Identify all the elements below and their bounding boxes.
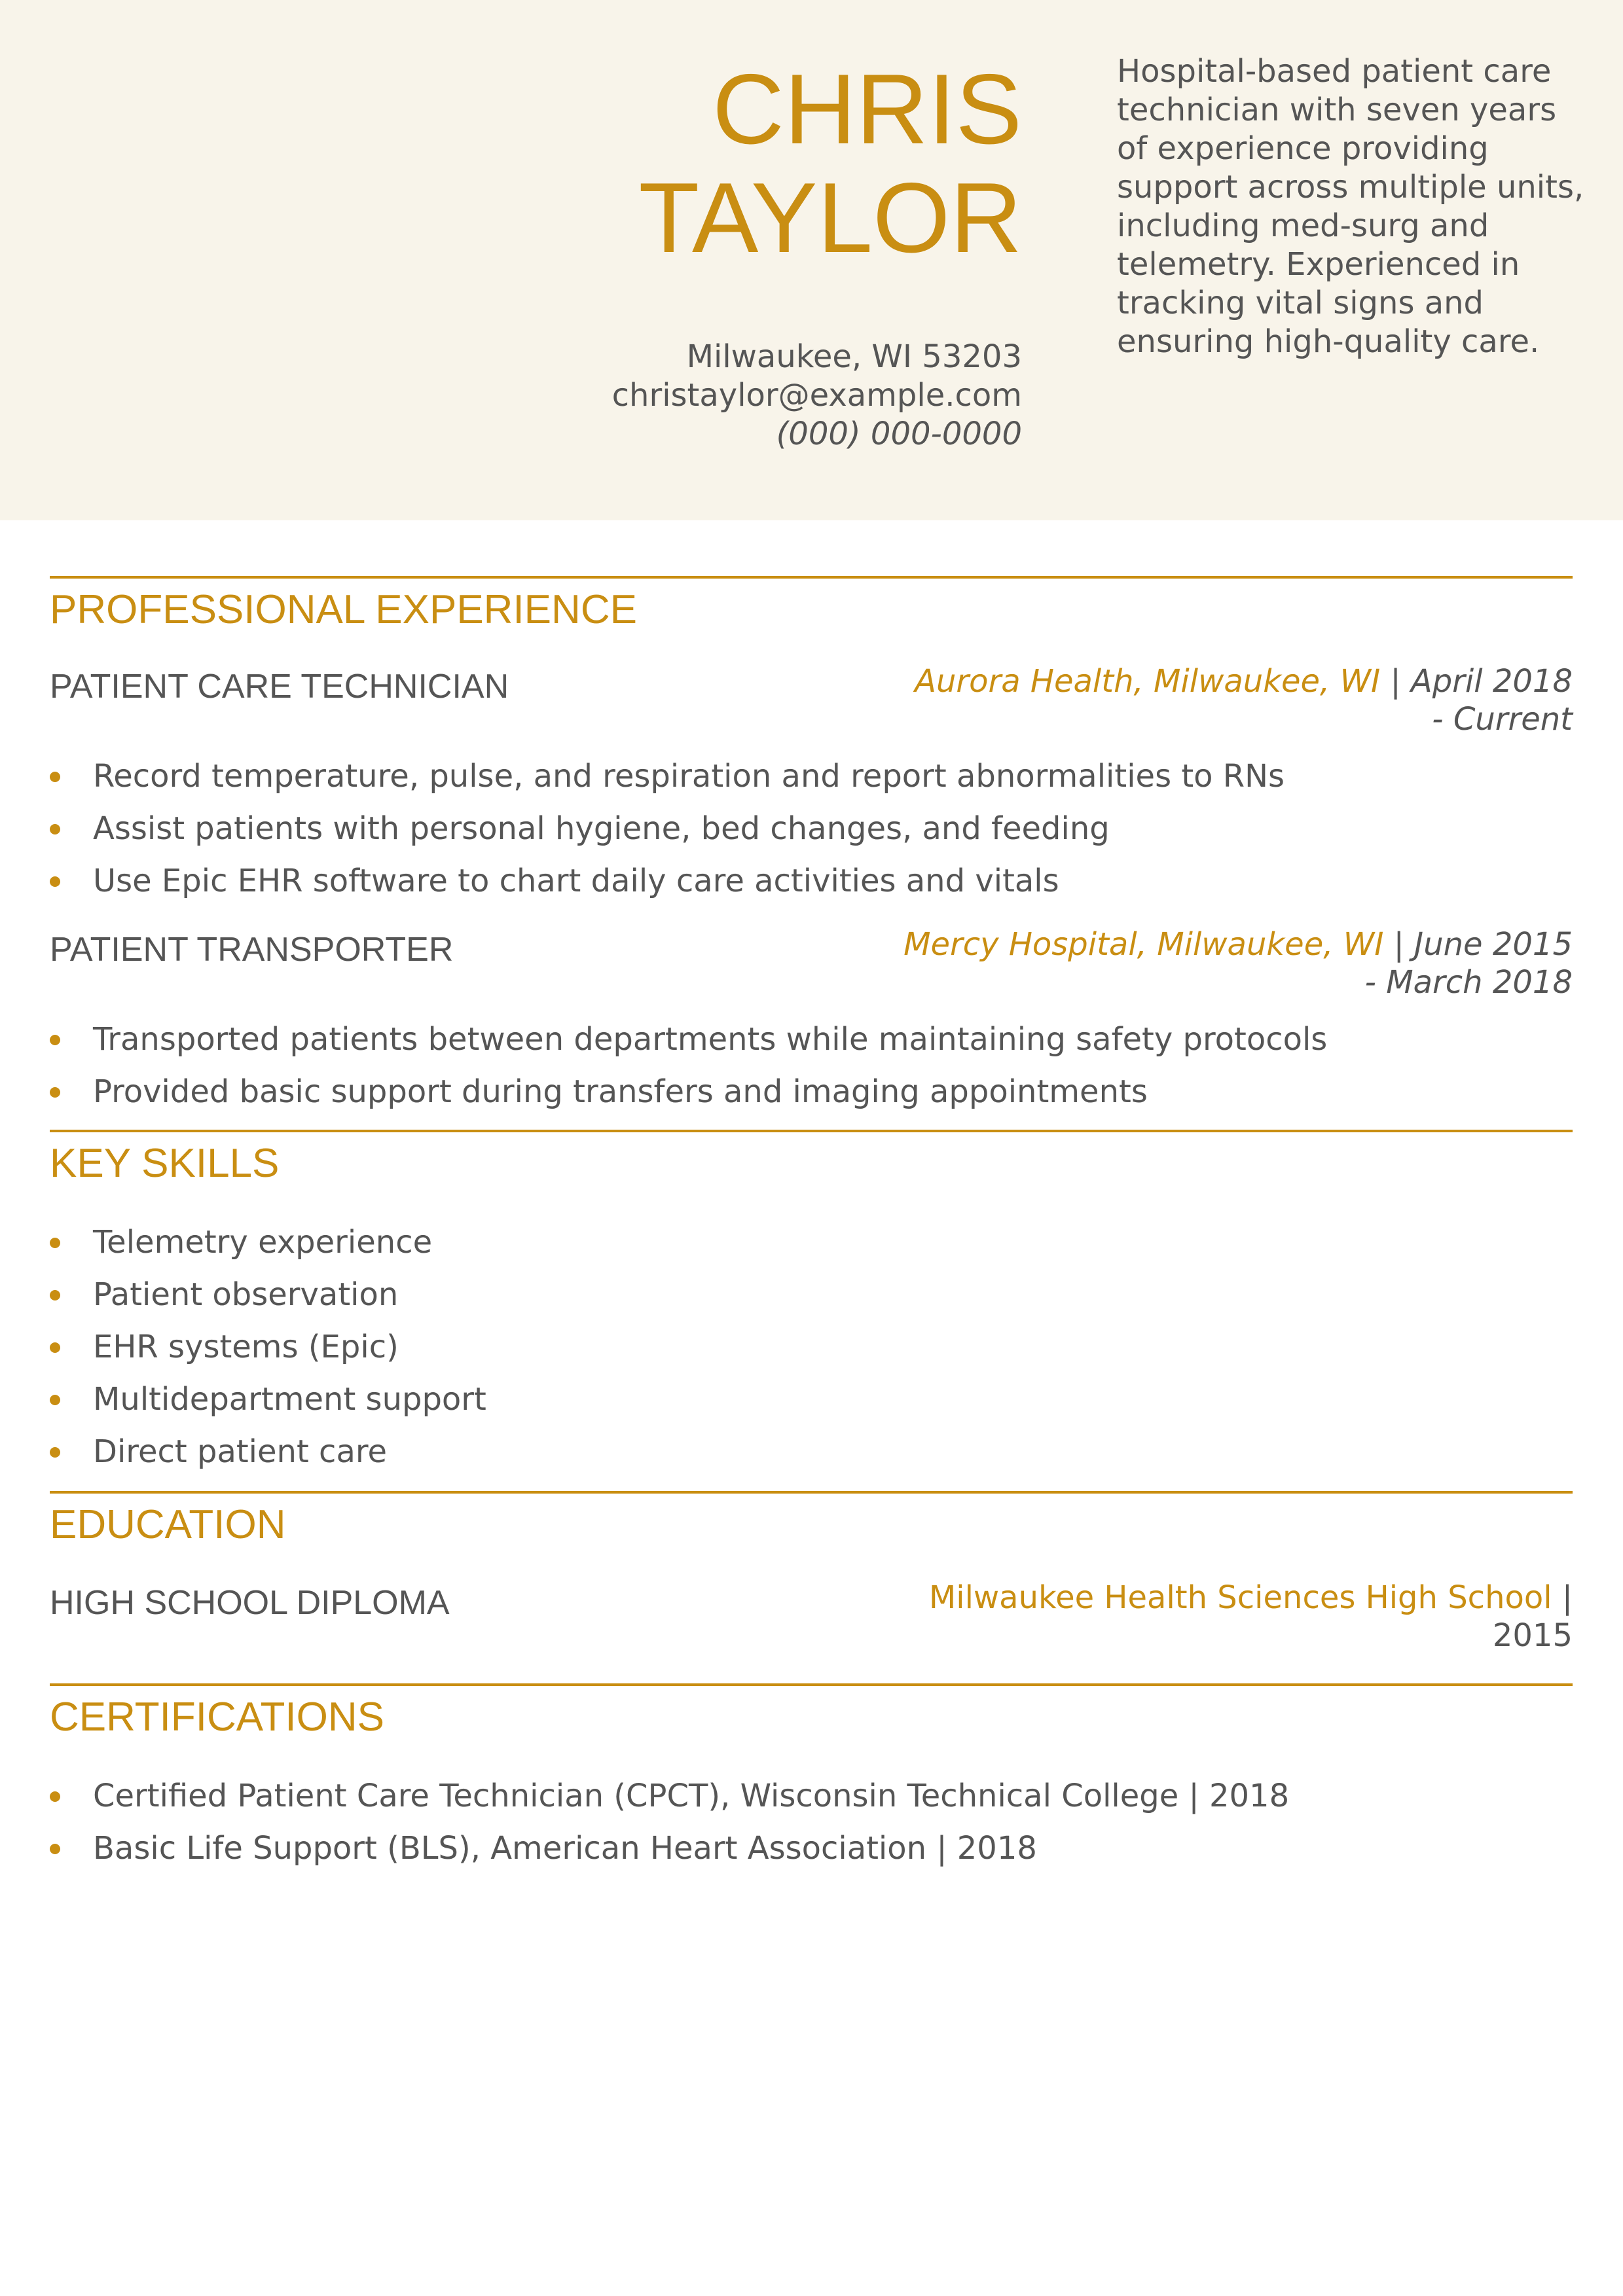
- list-item: Use Epic EHR software to chart daily care activities and vitals: [50, 855, 1285, 907]
- separator: |: [1552, 1579, 1573, 1616]
- list-item: Assist patients with personal hygiene, bed changes, and feeding: [50, 802, 1285, 855]
- section-title-experience: PROFESSIONAL EXPERIENCE: [50, 587, 637, 632]
- school-name: Milwaukee Health Sciences High School: [928, 1579, 1552, 1616]
- section-title-education: EDUCATION: [50, 1502, 286, 1547]
- bullet-dot: [50, 1238, 60, 1248]
- contact-info: [612, 338, 1022, 454]
- list-item: Provided basic support during transfers and imaging appointments: [50, 1066, 1327, 1118]
- first-name: CHRIS: [712, 54, 1022, 165]
- certifications-list: [50, 1770, 1289, 1874]
- job-meta: [915, 662, 1573, 738]
- list-item: EHR systems (Epic): [50, 1321, 486, 1373]
- separator: |: [1383, 926, 1415, 963]
- job-date-end: - Current: [1432, 701, 1573, 738]
- separator: |: [1380, 663, 1411, 700]
- job-role: PATIENT CARE TECHNICIAN: [50, 668, 509, 706]
- bullet-dot: [50, 1087, 60, 1098]
- job-date-start: April 2018: [1410, 663, 1573, 700]
- last-name: TAYLOR: [638, 162, 1022, 274]
- bullet-dot: [50, 1447, 60, 1458]
- resume-header: [0, 0, 1623, 520]
- phone: (000) 000-0000: [776, 416, 1022, 452]
- list-item: Patient observation: [50, 1268, 486, 1321]
- list-item: Multidepartment support: [50, 1373, 486, 1426]
- email: christaylor@example.com: [611, 377, 1022, 414]
- list-item: Basic Life Support (BLS), American Heart Association | 2018: [50, 1822, 1289, 1874]
- skills-list: [50, 1216, 486, 1478]
- job-meta: [903, 925, 1573, 1001]
- bullet-dot: [50, 1035, 60, 1045]
- list-item: Record temperature, pulse, and respiration and report abnormalities to RNs: [50, 750, 1285, 802]
- list-item: Certified Patient Care Technician (CPCT), Wisconsin Technical College | 2018: [50, 1770, 1289, 1822]
- job-role: PATIENT TRANSPORTER: [50, 931, 454, 969]
- bullet-dot: [50, 1844, 60, 1854]
- section-title-certifications: CERTIFICATIONS: [50, 1695, 384, 1740]
- skills-section: [50, 1130, 1573, 1494]
- experience-section: [50, 576, 1573, 1132]
- bullet-dot: [50, 772, 60, 782]
- list-item: Telemetry experience: [50, 1216, 486, 1268]
- education-meta: [929, 1579, 1573, 1655]
- candidate-name: [638, 55, 1022, 272]
- job-organization: Aurora Health, Milwaukee, WI: [915, 663, 1381, 700]
- bullet-dot: [50, 1290, 60, 1300]
- summary: Hospital-based patient care technician with seven years of experience providing support across multiple units, including med-surg and telemetry. Experienced in tracking vital signs and ensuring high-quality care.: [1117, 53, 1584, 360]
- certifications-section: [50, 1683, 1573, 1882]
- bullet-dot: [50, 876, 60, 887]
- job-bullets: [50, 1013, 1327, 1118]
- bullet-dot: [50, 1342, 60, 1353]
- job-organization: Mercy Hospital, Milwaukee, WI: [903, 926, 1384, 963]
- degree: HIGH SCHOOL DIPLOMA: [50, 1584, 450, 1622]
- list-item: Transported patients between departments while maintaining safety protocols: [50, 1013, 1327, 1066]
- section-title-skills: KEY SKILLS: [50, 1141, 280, 1186]
- bullet-dot: [50, 1395, 60, 1405]
- list-item: Direct patient care: [50, 1426, 486, 1478]
- job-bullets: [50, 750, 1285, 907]
- education-section: [50, 1491, 1573, 1686]
- graduation-year: 2015: [1492, 1617, 1573, 1654]
- job-date-start: June 2015: [1414, 926, 1573, 963]
- bullet-dot: [50, 824, 60, 834]
- location: Milwaukee, WI 53203: [686, 338, 1022, 375]
- job-date-end: - March 2018: [1364, 964, 1573, 1001]
- bullet-dot: [50, 1791, 60, 1802]
